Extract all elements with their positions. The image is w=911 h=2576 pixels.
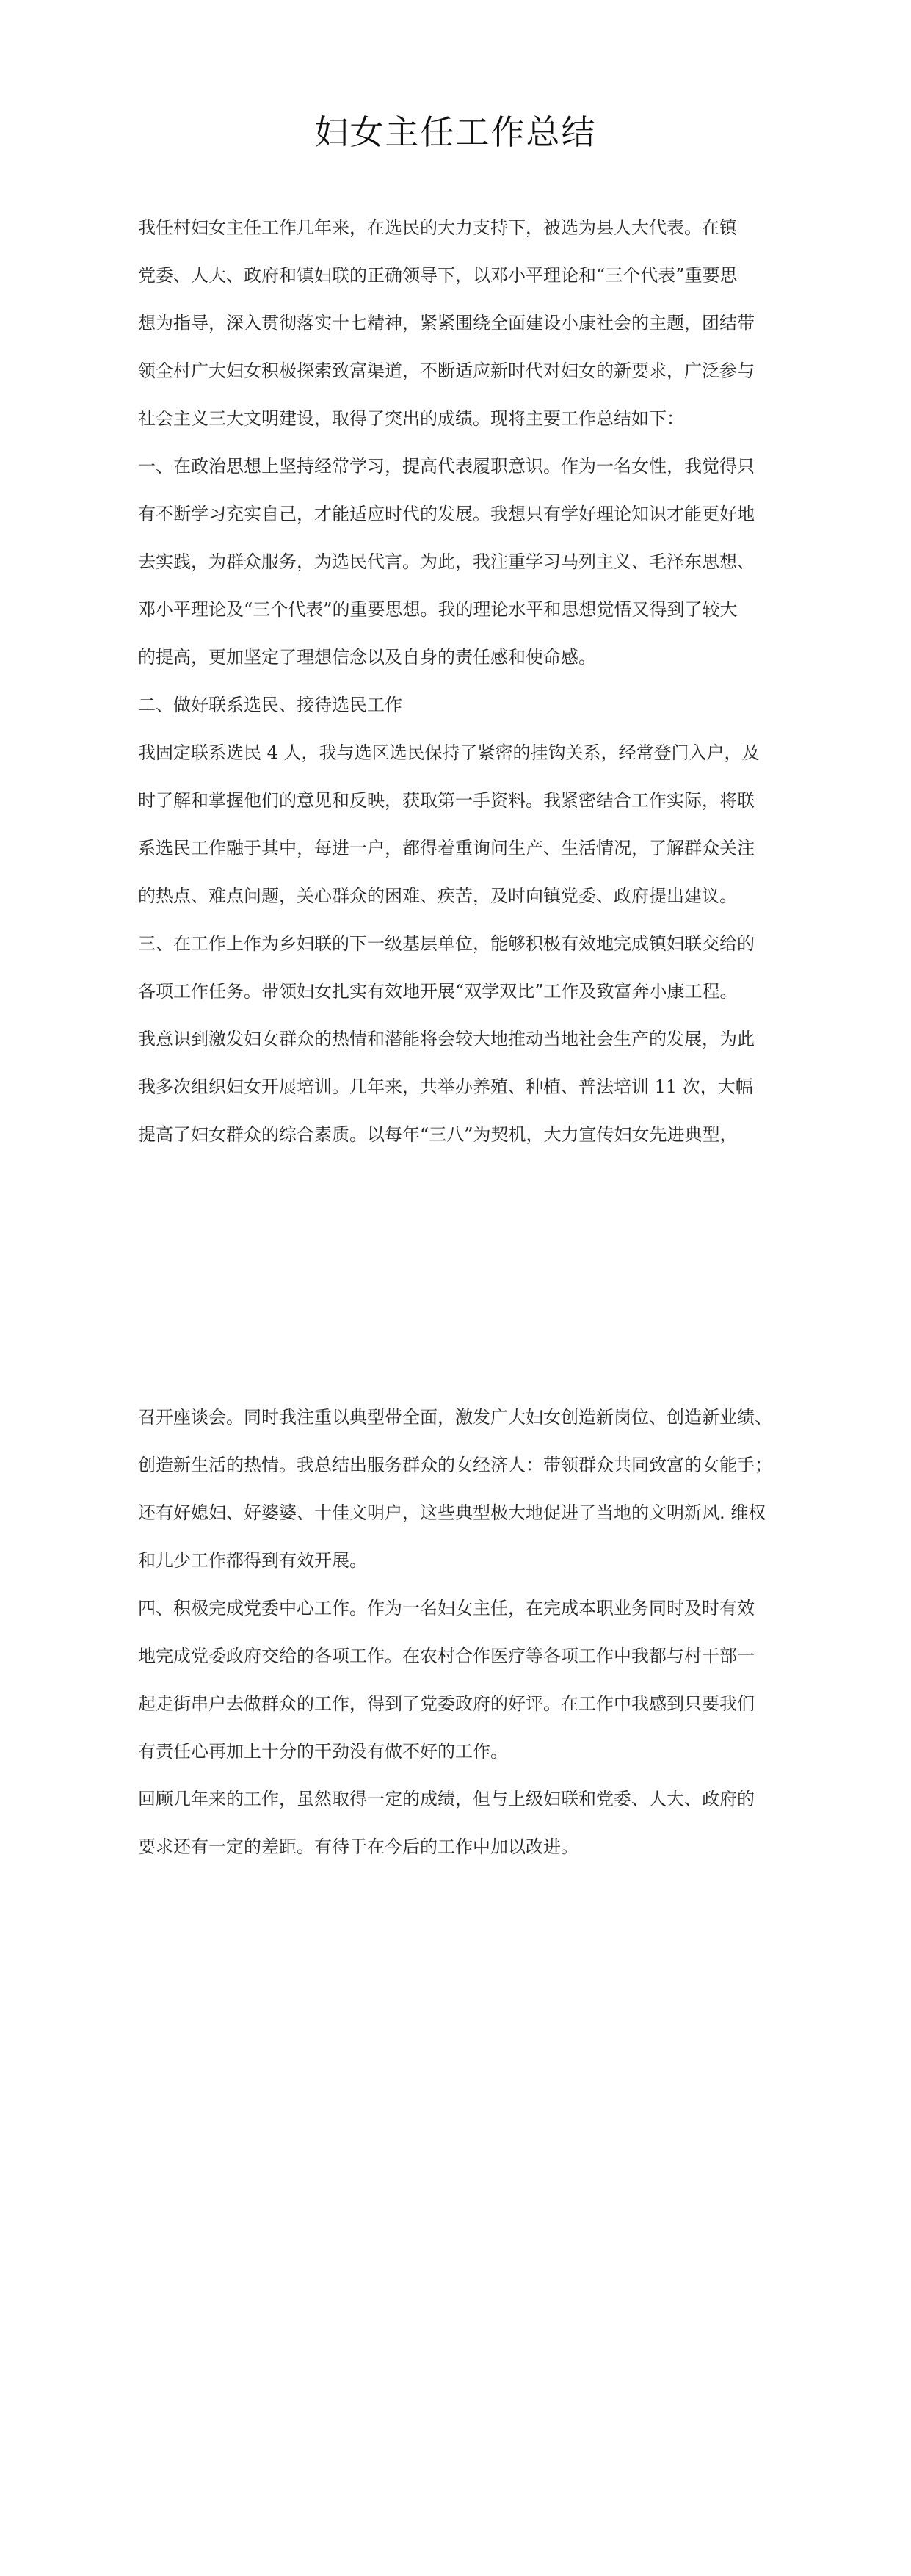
body-line: 提高了妇女群众的综合素质。以每年“三八”为契机，大力宣传妇女先进典型，: [138, 1124, 738, 1145]
body-line: 回顾几年来的工作，虽然取得一定的成绩，但与上级妇联和党委、人大、政府的: [138, 1789, 755, 1809]
section-heading-line: 三、在工作上作为乡妇联的下一级基层单位，能够积极有效地完成镇妇联交给的: [138, 933, 755, 954]
body-line: 还有好媳妇、好婆婆、十佳文明户，这些典型极大地促进了当地的文明新风. 维权: [138, 1502, 766, 1523]
body-line: 有不断学习充实自己，才能适应时代的发展。我想只有学好理论知识才能更好地: [138, 504, 755, 524]
body-line: 我任村妇女主任工作几年来，在选民的大力支持下，被选为县人大代表。在镇: [138, 217, 737, 238]
body-line: 想为指导，深入贯彻落实十七精神，紧紧围绕全面建设小康社会的主题，团结带: [138, 313, 755, 333]
body-line: 我固定联系选民 4 人，我与选区选民保持了紧密的挂钩关系，经常登门入户，及: [138, 742, 760, 763]
body-line: 邓小平理论及“三个代表”的重要思想。我的理论水平和思想觉悟又得到了较大: [138, 599, 738, 620]
body-line: 党委、人大、政府和镇妇联的正确领导下，以邓小平理论和“三个代表”重要思: [138, 265, 738, 286]
body-line: 和儿少工作都得到有效开展。: [138, 1550, 367, 1571]
body-line: 起走街串户去做群众的工作，得到了党委政府的好评。在工作中我感到只要我们: [138, 1693, 755, 1714]
body-line: 的提高，更加坚定了理想信念以及自身的责任感和使命感。: [138, 647, 596, 667]
body-line: 的热点、难点问题，关心群众的困难、疾苦，及时向镇党委、政府提出建议。: [138, 886, 737, 906]
body-line: 创造新生活的热情。我总结出服务群众的女经济人：带领群众共同致富的女能手；: [138, 1455, 772, 1475]
body-line: 召开座谈会。同时我注重以典型带全面，激发广大妇女创造新岗位、创造新业绩、: [138, 1407, 772, 1428]
body-line: 领全村广大妇女积极探索致富渠道，不断适应新时代对妇女的新要求，广泛参与: [138, 361, 755, 381]
document-title: 妇女主任工作总结: [314, 112, 597, 152]
section-heading-line: 二、做好联系选民、接待选民工作: [138, 695, 402, 715]
body-line: 各项工作任务。带领妇女扎实有效地开展“双学双比”工作及致富奔小康工程。: [138, 981, 738, 1002]
body-line: 时了解和掌握他们的意见和反映，获取第一手资料。我紧密结合工作实际，将联: [138, 790, 755, 811]
body-line: 地完成党委政府交给的各项工作。在农村合作医疗等各项工作中我都与村干部一: [138, 1646, 755, 1666]
body-line: 有责任心再加上十分的干劲没有做不好的工作。: [138, 1741, 508, 1762]
body-line: 社会主义三大文明建设，取得了突出的成绩。现将主要工作总结如下：: [138, 408, 684, 429]
body-line: 去实践，为群众服务，为选民代言。为此，我注重学习马列主义、毛泽东思想、: [138, 551, 755, 572]
body-line: 我多次组织妇女开展培训。几年来，共举办养殖、种植、普法培训 11 次，大幅: [138, 1077, 753, 1097]
section-heading-line: 一、在政治思想上坚持经常学习，提高代表履职意识。作为一名女性，我觉得只: [138, 456, 755, 477]
body-line: 要求还有一定的差距。有待于在今后的工作中加以改进。: [138, 1837, 578, 1857]
body-line: 系选民工作融于其中，每进一户，都得着重询问生产、生活情况，了解群众关注: [138, 838, 755, 858]
body-line: 我意识到激发妇女群众的热情和潜能将会较大地推动当地社会生产的发展，为此: [138, 1029, 755, 1049]
section-heading-line: 四、积极完成党委中心工作。作为一名妇女主任，在完成本职业务同时及时有效: [138, 1598, 755, 1618]
